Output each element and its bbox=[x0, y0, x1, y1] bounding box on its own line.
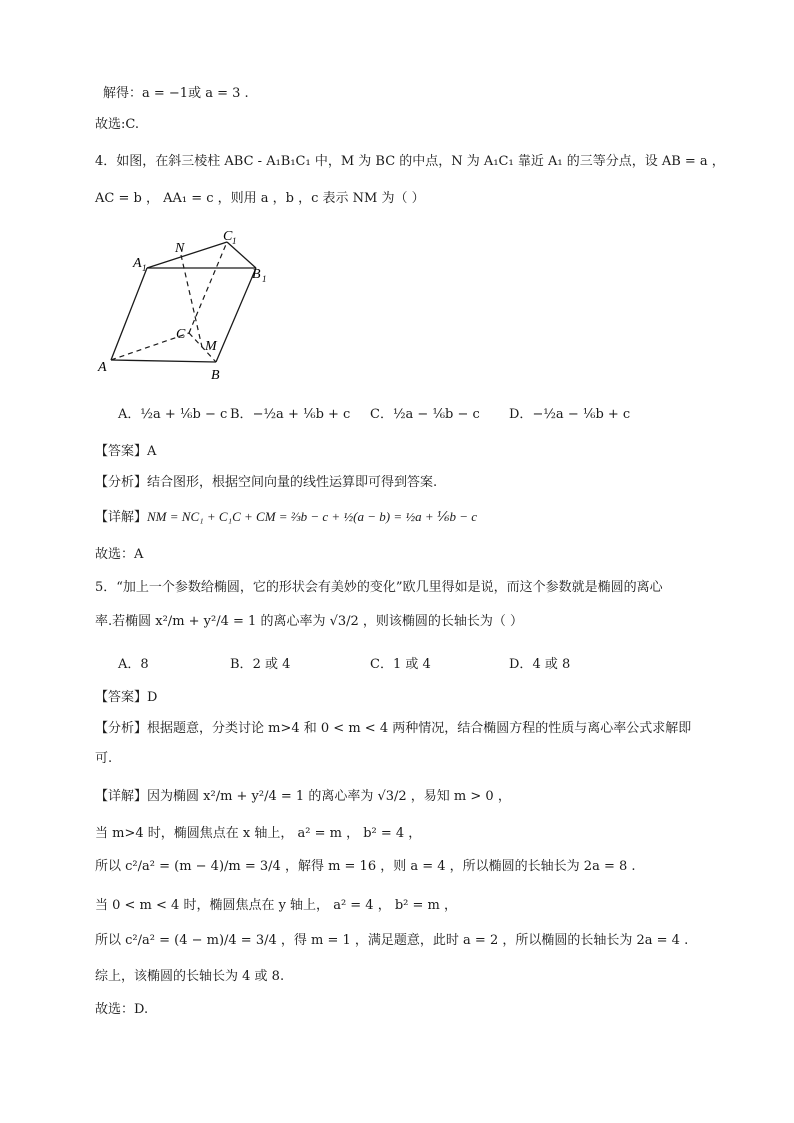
q5-detail-line1: 【详解】因为椭圆 x²/m + y²/4 = 1 的离心率为 √3/2 ，易知 m > 0 ， bbox=[95, 789, 511, 804]
label-A1: A bbox=[133, 256, 142, 271]
q5-detail-line4: 当 0 < m < 4 时，椭圆焦点在 y 轴上， a² = 4 ， b² = m ， bbox=[95, 898, 457, 913]
q5-detail-line2: 当 m>4 时，椭圆焦点在 x 轴上， a² = m ， b² = 4 ， bbox=[95, 826, 422, 841]
q4-choice: 故选：A bbox=[95, 547, 144, 562]
edge-A-B bbox=[111, 360, 216, 362]
label-C1: C bbox=[223, 229, 233, 244]
label-C: C bbox=[176, 327, 186, 342]
q5-summary: 综上，该椭圆的长轴长为 4 或 8. bbox=[95, 969, 285, 984]
q4-option-d[interactable]: D．−½a − ⅙b + c bbox=[509, 407, 631, 422]
q5-option-c[interactable]: C．1 或 4 bbox=[370, 657, 431, 672]
q4-option-b[interactable]: B．−½a + ⅙b + c bbox=[230, 407, 351, 422]
q4-detail: 【详解】NM = NC₁ + C₁C + CM = ⅔b − c + ½(a − b) = ½a + ⅙b − c bbox=[95, 509, 478, 525]
edge-A1-C1 bbox=[147, 242, 227, 268]
label-M: M bbox=[205, 339, 217, 354]
edge-C-C1 bbox=[189, 242, 227, 333]
label-C1-sub: 1 bbox=[232, 236, 237, 246]
q4-stem-line1: 4．如图，在斜三棱柱 ABC - A₁B₁C₁ 中，M 为 BC 的中点，N 为 A₁C₁ 靠近 A₁ 的三等分点，设 AB = a ， bbox=[95, 154, 725, 169]
analysis-tag: 【分析】 bbox=[95, 475, 148, 490]
edge-B1-B bbox=[216, 268, 256, 362]
label-B: B bbox=[211, 368, 220, 383]
q5-analysis-line1: 【分析】根据题意，分类讨论 m>4 和 0 < m < 4 两种情况，结合椭圆方程的性质与离心率公式求解即 bbox=[95, 721, 692, 736]
q5-choice: 故选：D. bbox=[95, 1002, 149, 1017]
q5-option-d[interactable]: D．4 或 8 bbox=[509, 657, 571, 672]
q5-detail-line3: 所以 c²/a² = (m − 4)/m = 3/4 ，解得 m = 16 ，则 a = 4 ，所以椭圆的长轴长为 2a = 8 . bbox=[95, 859, 636, 874]
q5-option-a[interactable]: A．8 bbox=[118, 657, 149, 672]
label-B1: B bbox=[252, 267, 261, 282]
q5-analysis-line2: 可. bbox=[95, 751, 113, 766]
q5-answer: 【答案】D bbox=[95, 690, 158, 705]
q4-stem-line2: AC = b ， AA₁ = c ，则用 a ，b ，c 表示 NM 为（ ） bbox=[95, 191, 425, 206]
label-A: A bbox=[98, 360, 107, 375]
q4-answer: 【答案】A bbox=[95, 444, 157, 459]
label-N: N bbox=[175, 241, 185, 256]
q4-option-a[interactable]: A．½a + ⅙b − c bbox=[118, 407, 228, 422]
q4-analysis: 【分析】结合图形，根据空间向量的线性运算即可得到答案. bbox=[95, 475, 438, 490]
label-B1-sub: 1 bbox=[262, 274, 267, 284]
answer-tag: 【答案】 bbox=[95, 444, 148, 459]
q5-stem-line2: 率.若椭圆 x²/m + y²/4 = 1 的离心率为 √3/2 ，则该椭圆的长轴长为（ ） bbox=[95, 614, 524, 629]
prism-figure bbox=[95, 225, 285, 385]
q5-detail-line5: 所以 c²/a² = (4 − m)/4 = 3/4 ，得 m = 1 ，满足题意，此时 a = 2 ，所以椭圆的长轴长为 2a = 4 . bbox=[95, 933, 689, 948]
detail-tag: 【详解】 bbox=[95, 510, 148, 525]
q5-stem-line1: 5．“加上一个参数给椭圆，它的形状会有美妙的变化”欧几里得如是说，而这个参数就是椭圆的离心 bbox=[95, 580, 663, 595]
choice-line-prev: 故选:C. bbox=[95, 117, 139, 132]
q4-option-c[interactable]: C．½a − ⅙b − c bbox=[370, 407, 480, 422]
label-A1-sub: 1 bbox=[142, 263, 147, 273]
edge-A1-A bbox=[111, 268, 147, 360]
solve-line: 解得：a = −1或 a = 3 . bbox=[103, 86, 249, 101]
q5-option-b[interactable]: B．2 或 4 bbox=[230, 657, 291, 672]
